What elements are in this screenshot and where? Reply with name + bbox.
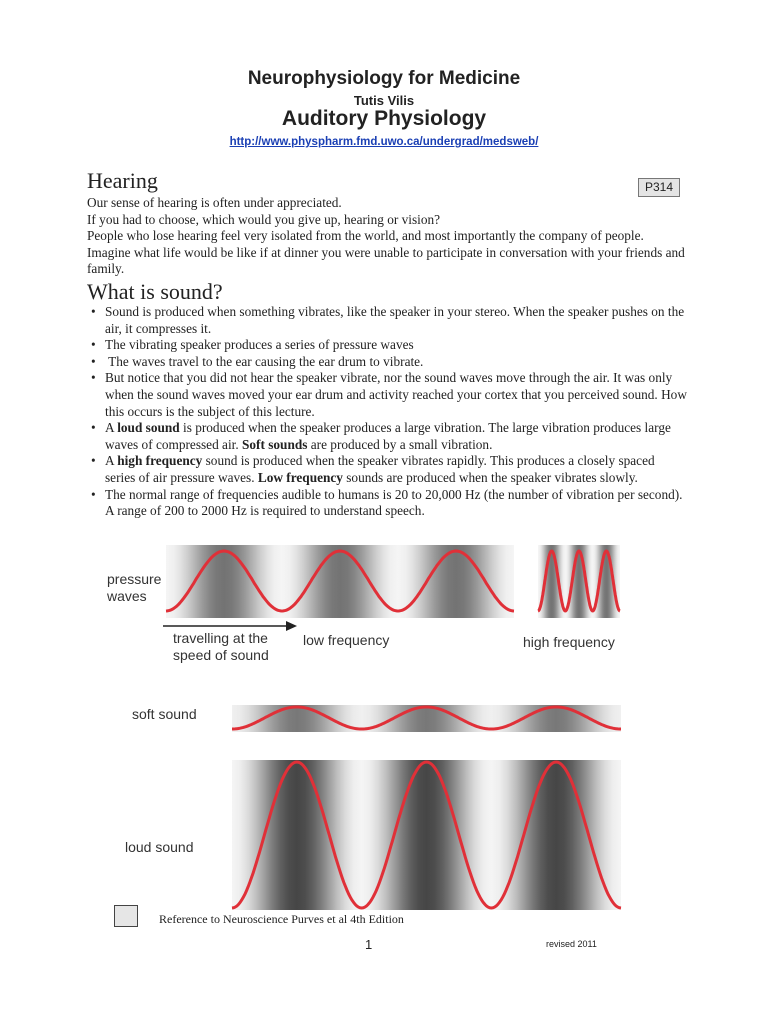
- bullet-text: Sound is produced when something vibrates, like the speaker in your stereo. When the speaker pushes on the air, it compresses it.: [105, 304, 685, 336]
- loud-sound-wave: [232, 762, 621, 908]
- loud-sound-pressure-band: [232, 760, 621, 910]
- sound-bullet-item: [87, 354, 687, 371]
- bullet-text: sounds are produced when the speaker vibrates slowly.: [342, 469, 638, 485]
- reference-checkbox-icon: [114, 905, 138, 927]
- soft-sound-pressure-band: [232, 705, 621, 732]
- bullet-text: A: [105, 420, 118, 436]
- high-frequency-wave: [538, 551, 620, 611]
- hearing-line: People who lose hearing feel very isolated from the world, and most importantly the company of people. Imagine what life would be like if at dinner you were unable to participate in conversation with your friends and family.: [87, 228, 685, 277]
- revised-date: revised 2011: [546, 939, 597, 949]
- bold-term: loud sound: [117, 420, 180, 436]
- sound-bullet-list: [87, 304, 687, 520]
- soft-sound-wave: [232, 707, 621, 729]
- pressure-waves-label: pressure waves: [107, 571, 162, 604]
- travelling-label: travelling at the speed of sound: [173, 630, 269, 663]
- page-code-badge: P314: [638, 178, 680, 197]
- document-title: Neurophysiology for Medicine: [247, 68, 521, 89]
- bullet-text: are produced by a small vibration.: [307, 436, 493, 452]
- sound-bullet-item: [87, 304, 687, 337]
- url-row: [0, 132, 768, 150]
- hearing-line: If you had to choose, which would you give up, hearing or vision?: [87, 211, 441, 227]
- document-subtitle: Auditory Physiology: [281, 107, 487, 130]
- bullet-text: But notice that you did not hear the speaker vibrate, nor the sound waves move through the air. It was only when the sound waves moved your ear drum and activity reached your cortex that you perceived sound. How this occurs is the subject of this lecture.: [105, 370, 687, 419]
- hearing-paragraph: [87, 195, 687, 278]
- bullet-text: The waves travel to the ear causing the ear drum to vibrate.: [105, 353, 424, 369]
- sound-bullet-item: [87, 370, 687, 420]
- soft-sound-label: soft sound: [132, 706, 197, 722]
- sound-bullet-item: [87, 487, 687, 520]
- bullet-text: A: [105, 453, 118, 469]
- sound-bullet-item: [87, 337, 687, 354]
- bullet-text: The normal range of frequencies audible to humans is 20 to 20,000 Hz (the number of vibration per second). A range of 200 to 2000 Hz is required to understand speech.: [105, 486, 683, 519]
- loud-sound-label: loud sound: [125, 839, 194, 855]
- page-number: 1: [365, 937, 373, 952]
- bold-term: Low frequency: [257, 469, 343, 485]
- bullet-text: sound is produced when the speaker vibrates rapidly. This produces a closely spaced series of air pressure waves.: [105, 453, 655, 485]
- high-frequency-pressure-band: [538, 545, 620, 618]
- author-name: Tutis Vilis: [353, 93, 415, 108]
- sound-bullet-item: [87, 453, 687, 486]
- sound-bullet-item: [87, 420, 687, 453]
- bullet-text: The vibrating speaker produces a series of pressure waves: [105, 337, 414, 353]
- course-url-link[interactable]: http://www.physpharm.fmd.uwo.ca/undergrad/medsweb/: [229, 136, 539, 148]
- hearing-line: Our sense of hearing is often under appreciated.: [87, 195, 342, 210]
- bold-term: Soft sounds: [242, 436, 308, 452]
- low-frequency-wave: [166, 551, 514, 611]
- bullet-text: is produced when the speaker produces a large vibration. The large vibration produces large waves of compressed air.: [105, 420, 671, 452]
- low-frequency-label: low frequency: [303, 632, 390, 648]
- low-frequency-pressure-band: [166, 545, 514, 618]
- reference-note: Reference to Neuroscience Purves et al 4th Edition: [159, 912, 404, 926]
- bold-term: high frequency: [117, 453, 203, 469]
- hearing-heading: Hearing: [87, 168, 158, 193]
- travel-direction-arrow-head: [286, 621, 297, 631]
- sound-heading: What is sound?: [87, 279, 223, 304]
- high-frequency-label: high frequency: [523, 634, 615, 650]
